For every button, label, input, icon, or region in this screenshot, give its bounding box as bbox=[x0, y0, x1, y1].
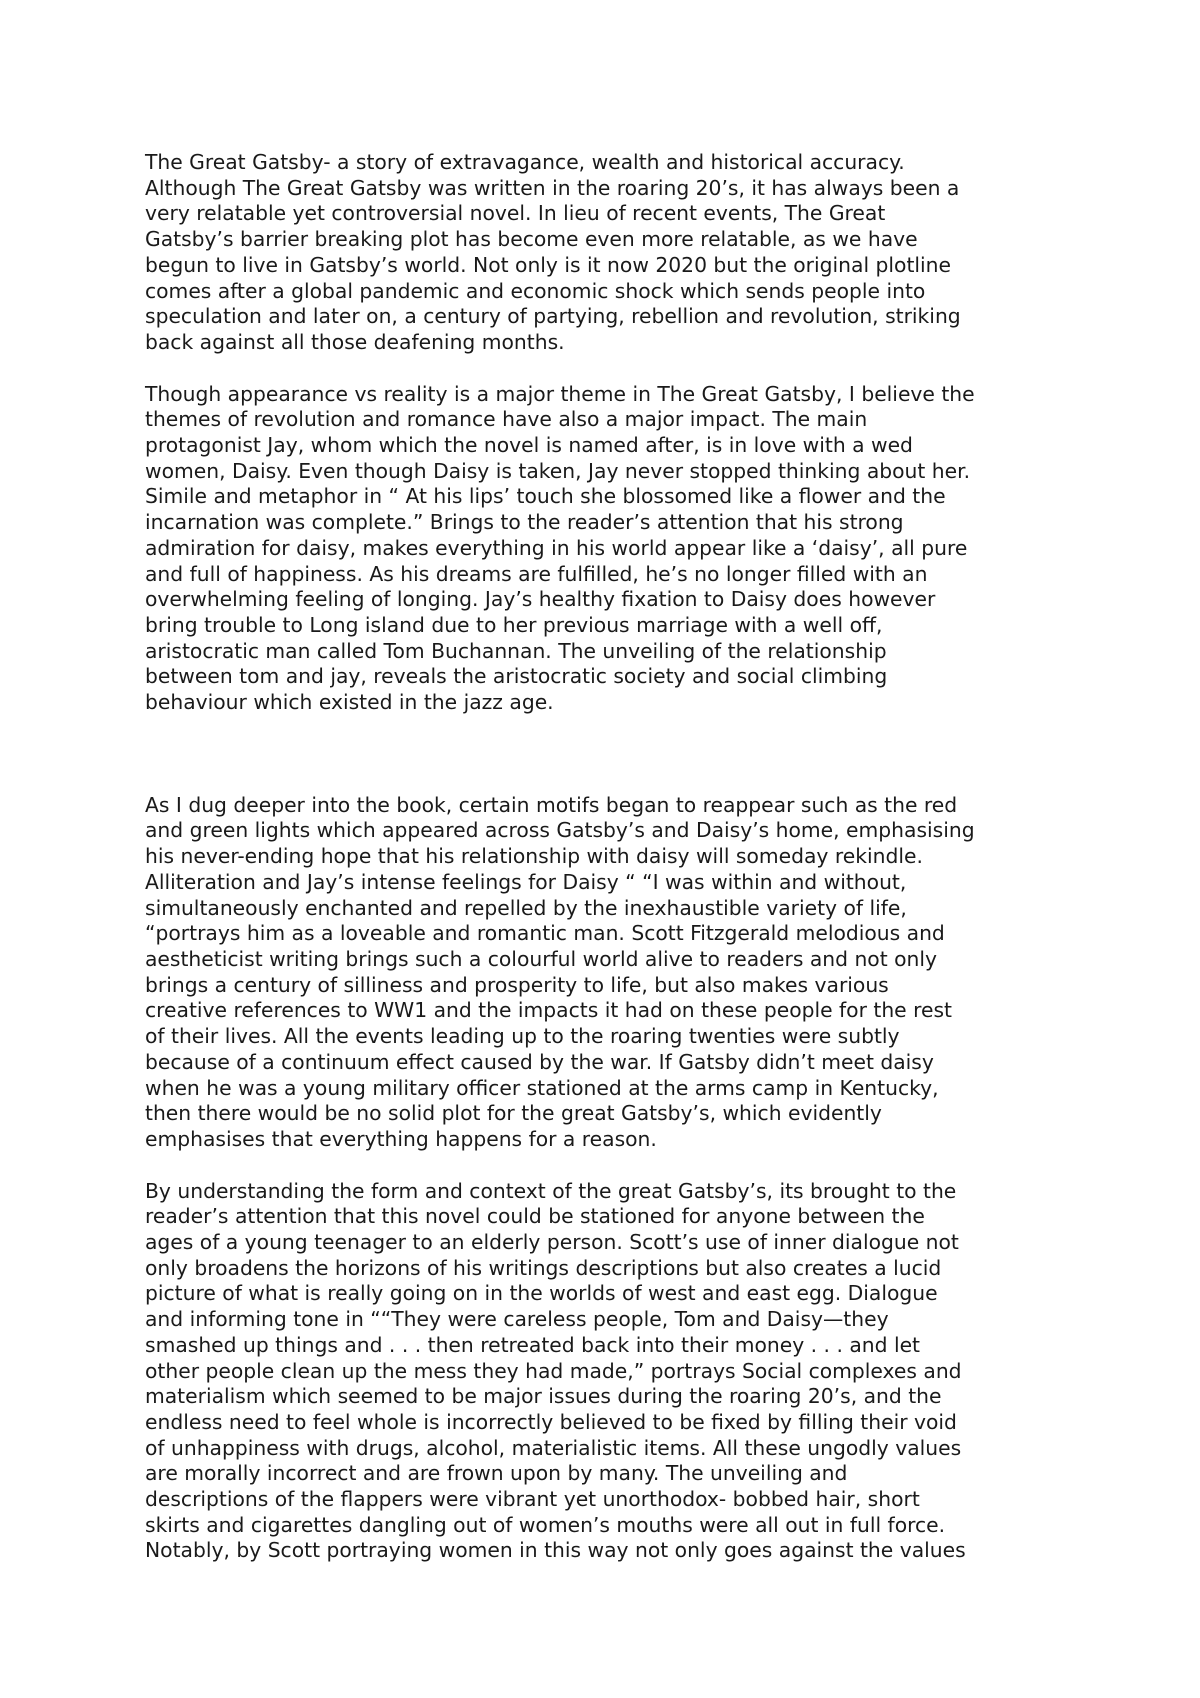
paragraph-3 bbox=[145, 793, 1065, 1153]
text-line: As I dug deeper into the book, certain motifs began to reappear such as the red bbox=[145, 792, 958, 817]
text-line: simultaneously enchanted and repelled by the inexhaustible variety of life, bbox=[145, 895, 907, 920]
text-line: comes after a global pandemic and economic shock which sends people into bbox=[145, 278, 926, 303]
text-line: materialism which seemed to be major issues during the roaring 20’s, and the bbox=[145, 1384, 942, 1409]
text-line: behaviour which existed in the jazz age. bbox=[145, 690, 554, 715]
text-line: picture of what is really going on in the worlds of west and east egg. Dialogue bbox=[145, 1281, 938, 1306]
text-line: speculation and later on, a century of partying, rebellion and revolution, striking bbox=[145, 304, 961, 329]
text-line: only broadens the horizons of his writings descriptions but also creates a lucid bbox=[145, 1255, 942, 1280]
text-line: of their lives. All the events leading up to the roaring twenties were subtly bbox=[145, 1024, 900, 1049]
text-line: back against all those deafening months. bbox=[145, 329, 565, 354]
text-line: then there would be no solid plot for the great Gatsby’s, which evidently bbox=[145, 1101, 882, 1126]
text-line: other people clean up the mess they had made,” portrays Social complexes and bbox=[145, 1358, 962, 1383]
document-body bbox=[145, 150, 1065, 1564]
text-line: and full of happiness. As his dreams are fulfilled, he’s no longer filled with an bbox=[145, 561, 928, 586]
text-line: Although The Great Gatsby was written in the roaring 20’s, it has always been a bbox=[145, 175, 960, 200]
text-line: overwhelming feeling of longing. Jay’s healthy fixation to Daisy does however bbox=[145, 587, 936, 612]
text-line: between tom and jay, reveals the aristocratic society and social climbing bbox=[145, 664, 888, 689]
text-line: of unhappiness with drugs, alcohol, materialistic items. All these ungodly values bbox=[145, 1435, 962, 1460]
text-line: reader’s attention that this novel could be stationed for anyone between the bbox=[145, 1204, 925, 1229]
text-line: The Great Gatsby- a story of extravagance, wealth and historical accuracy. bbox=[145, 150, 905, 174]
text-line: incarnation was complete.” Brings to the reader’s attention that his strong bbox=[145, 510, 904, 535]
text-line: brings a century of silliness and prosperity to life, but also makes various bbox=[145, 972, 889, 997]
text-line: skirts and cigarettes dangling out of women’s mouths were all out in full force. bbox=[145, 1512, 946, 1537]
text-line: admiration for daisy, makes everything in his world appear like a ‘daisy’, all pure bbox=[145, 535, 968, 560]
text-line: Alliteration and Jay’s intense feelings for Daisy “ “I was within and without, bbox=[145, 869, 907, 894]
text-line: and green lights which appeared across Gatsby’s and Daisy’s home, emphasising bbox=[145, 818, 975, 843]
text-line: ages of a young teenager to an elderly person. Scott’s use of inner dialogue not bbox=[145, 1230, 959, 1255]
text-line: Though appearance vs reality is a major theme in The Great Gatsby, I believe the bbox=[145, 381, 975, 406]
text-line: because of a continuum effect caused by the war. If Gatsby didn’t meet daisy bbox=[145, 1049, 934, 1074]
paragraph-2 bbox=[145, 382, 1065, 716]
text-line: creative references to WW1 and the impacts it had on these people for the rest bbox=[145, 998, 952, 1023]
text-line: begun to live in Gatsby’s world. Not only is it now 2020 but the original plotline bbox=[145, 252, 952, 277]
paragraph-4 bbox=[145, 1179, 1065, 1565]
text-line: are morally incorrect and are frown upon by many. The unveiling and bbox=[145, 1461, 848, 1486]
text-line: Notably, by Scott portraying women in this way not only goes against the values bbox=[145, 1538, 966, 1563]
text-line: Gatsby’s barrier breaking plot has become even more relatable, as we have bbox=[145, 227, 918, 252]
text-line: his never-ending hope that his relationship with daisy will someday rekindle. bbox=[145, 844, 923, 869]
text-line: aristocratic man called Tom Buchannan. The unveiling of the relationship bbox=[145, 638, 887, 663]
text-line: when he was a young military officer stationed at the arms camp in Kentucky, bbox=[145, 1075, 939, 1100]
text-line: and informing tone in ““They were careless people, Tom and Daisy—they bbox=[145, 1307, 889, 1332]
text-line: very relatable yet controversial novel. In lieu of recent events, The Great bbox=[145, 201, 886, 226]
text-line: By understanding the form and context of the great Gatsby’s, its brought to the bbox=[145, 1178, 957, 1203]
text-line: endless need to feel whole is incorrectly believed to be fixed by filling their void bbox=[145, 1409, 957, 1434]
text-line: “portrays him as a loveable and romantic man. Scott Fitzgerald melodious and bbox=[145, 921, 945, 946]
text-line: themes of revolution and romance have also a major impact. The main bbox=[145, 407, 868, 432]
text-line: women, Daisy. Even though Daisy is taken, Jay never stopped thinking about her. bbox=[145, 458, 971, 483]
text-line: bring trouble to Long island due to her previous marriage with a well off, bbox=[145, 612, 883, 637]
text-line: smashed up things and . . . then retreated back into their money . . . and let bbox=[145, 1332, 921, 1357]
paragraph-1 bbox=[145, 150, 1065, 356]
text-line: emphasises that everything happens for a reason. bbox=[145, 1126, 657, 1151]
text-line: aestheticist writing brings such a colourful world alive to readers and not only bbox=[145, 946, 938, 971]
text-line: protagonist Jay, whom which the novel is named after, is in love with a wed bbox=[145, 433, 913, 458]
text-line: Simile and metaphor in “ At his lips’ touch she blossomed like a flower and the bbox=[145, 484, 946, 509]
text-line: descriptions of the flappers were vibrant yet unorthodox- bobbed hair, short bbox=[145, 1487, 920, 1512]
